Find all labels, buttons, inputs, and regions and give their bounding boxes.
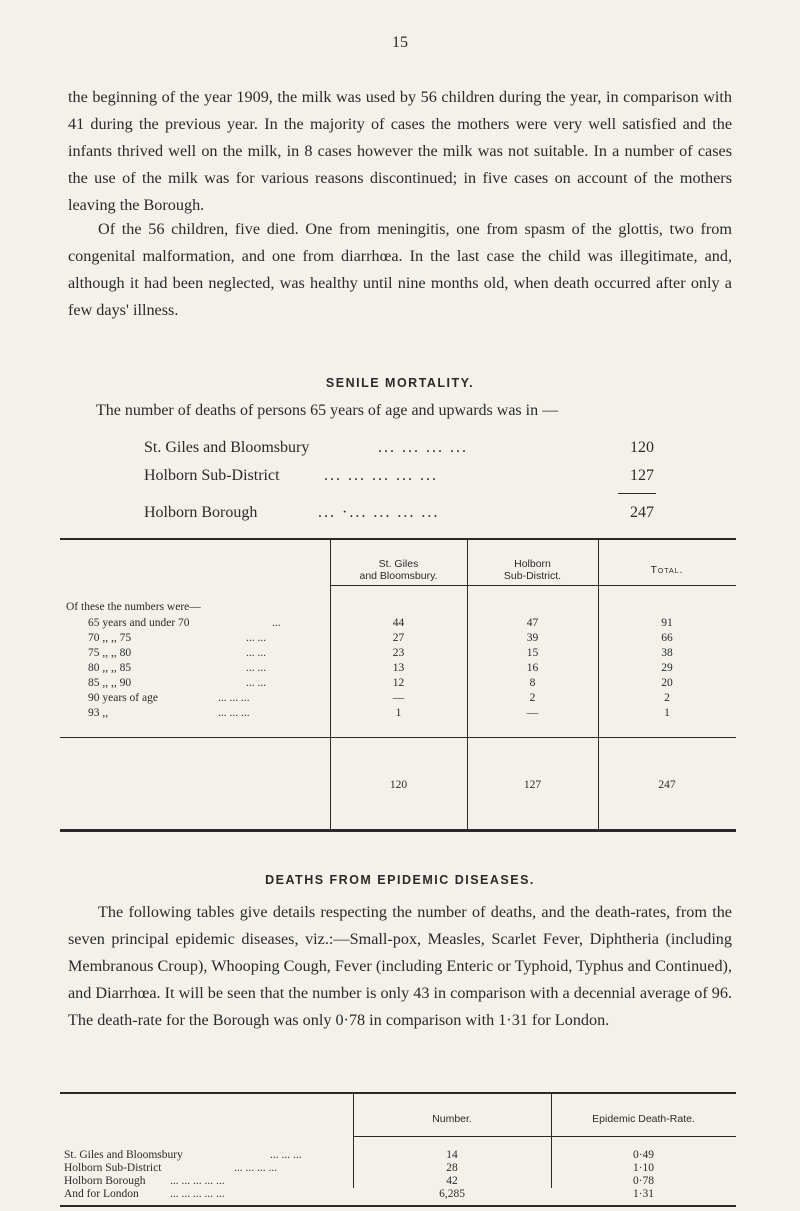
cell-holborn-sub: 2	[529, 692, 536, 704]
senile-line-label: St. Giles and Bloomsbury	[144, 439, 310, 456]
senile-line-dots: ... ... ... ... ...	[324, 467, 438, 484]
cell-rate: 1·10	[632, 1162, 655, 1174]
paragraph-milk: the beginning of the year 1909, the milk was used by 56 children during the year, in comparison with 41 during the previous year. In the majority of cases the mothers were very well satisfied and the infants thrived well on the milk, in 8 cases however the milk was not suitable. In a number of cases the use of the milk was for various reasons discontinued; in five cases on account of the mothers leaving the Borough.	[68, 88, 732, 214]
row-dots: ... ... ...	[218, 707, 250, 719]
cell-total: 66	[661, 632, 673, 644]
cell-st-giles: 27	[392, 632, 405, 644]
header-st-giles: St. Giles and Bloomsbury.	[359, 558, 438, 582]
cell-rate: 1·31	[632, 1188, 655, 1200]
row-dots: ... ...	[246, 647, 267, 659]
cell-number: 6,285	[439, 1188, 465, 1200]
row-dots: ... ... ... ... ...	[170, 1175, 225, 1187]
header-underline	[353, 1136, 551, 1137]
row-label: 65 years and under 70	[88, 617, 190, 629]
senile-line-label: Holborn Borough	[144, 504, 258, 521]
row-dots: ... ...	[246, 677, 267, 689]
row-label: And for London	[64, 1188, 139, 1200]
totals-rule	[60, 737, 736, 738]
header-total: Total.	[650, 564, 684, 576]
sum-rule	[618, 493, 656, 494]
cell-holborn-sub: 15	[526, 647, 539, 659]
row-label: 93 ,,	[88, 707, 109, 719]
cell-total: 91	[661, 617, 673, 629]
row-label: 90 years of age	[88, 692, 158, 704]
cell-total: 1	[664, 707, 670, 719]
page-number: 15	[392, 34, 408, 51]
cell-st-giles: 23	[392, 647, 405, 659]
senile-line-value: 127	[630, 467, 654, 484]
senile-line-dots: ... ... ... ...	[378, 439, 468, 456]
row-dots: ... ... ...	[270, 1149, 302, 1161]
table-bottom-rule	[60, 1205, 736, 1207]
row-label: 70 ,, ,, 75	[88, 632, 132, 644]
cell-st-giles: —	[392, 692, 405, 704]
table-top-rule	[60, 538, 736, 540]
senile-mortality-heading: SENILE MORTALITY.	[325, 376, 475, 390]
total-holborn-sub: 127	[523, 779, 542, 791]
cell-holborn-sub: 39	[526, 632, 539, 644]
cell-st-giles: 13	[392, 662, 405, 674]
paragraph-children: Of the 56 children, five died. One from meningitis, one from spasm of the glottis, two from congenital malformation, and one from diarrhœa. In the last case the child was illegitimate, and, although it had been neglected, was healthy until nine months old, when death occurred after only a few days' illness.	[68, 220, 732, 319]
table-top-rule	[60, 1092, 736, 1094]
cell-holborn-sub: —	[526, 707, 539, 719]
cell-total: 29	[661, 662, 673, 674]
cell-number: 42	[446, 1175, 458, 1187]
cell-rate: 0·49	[632, 1149, 655, 1161]
row-dots: ... ... ... ... ...	[170, 1188, 225, 1200]
row-label: Holborn Borough	[64, 1175, 146, 1187]
row-label: 80 ,, ,, 85	[88, 662, 132, 674]
header-death-rate: Epidemic Death-Rate.	[592, 1113, 695, 1125]
header-holborn-sub: Holborn Sub-District.	[503, 558, 562, 582]
total-borough: 247	[658, 779, 676, 791]
header-underline	[467, 585, 598, 586]
senile-line-label: Holborn Sub-District	[144, 467, 280, 484]
total-st-giles: 120	[389, 779, 408, 791]
header-underline	[551, 1136, 736, 1137]
row-label: Holborn Sub-District	[64, 1162, 162, 1174]
epidemic-heading: DEATHS FROM EPIDEMIC DISEASES.	[265, 873, 535, 887]
table-caption: Of these the numbers were—	[66, 601, 201, 613]
cell-st-giles: 44	[392, 617, 405, 629]
cell-total: 20	[661, 677, 673, 689]
row-dots: ... ...	[246, 632, 267, 644]
cell-st-giles: 12	[392, 677, 405, 689]
senile-line-value: 120	[630, 439, 654, 456]
table-bottom-rule	[60, 829, 736, 832]
cell-total: 38	[661, 647, 673, 659]
cell-rate: 0·78	[632, 1175, 655, 1187]
senile-line-value: 247	[630, 504, 654, 521]
cell-st-giles: 1	[395, 707, 402, 719]
cell-number: 14	[446, 1149, 458, 1161]
header-number: Number.	[432, 1113, 472, 1125]
row-label: 85 ,, ,, 90	[88, 677, 132, 689]
cell-holborn-sub: 8	[529, 677, 536, 689]
row-dots: ...	[272, 617, 281, 629]
paragraph-epidemic: The following tables give details respecting the number of deaths, and the death-rates, from the seven principal epidemic diseases, viz.:—Small-pox, Measles, Scarlet Fever, Diphtheria (including Membranous Croup), Whooping Cough, Fever (including Enteric or Typhoid, Typhus and Continued), and Diarrhœa. It will be seen that the number is only 43 in comparison with a decennial average of 96. The death-rate for the Borough was only 0·78 in comparison with 1·31 for London.	[68, 903, 732, 1029]
cell-number: 28	[446, 1162, 458, 1174]
senile-intro: The number of deaths of persons 65 years of age and upwards was in —	[96, 402, 559, 419]
header-underline	[330, 585, 467, 586]
cell-total: 2	[664, 692, 670, 704]
row-label: 75 ,, ,, 80	[88, 647, 132, 659]
row-label: St. Giles and Bloomsbury	[64, 1149, 183, 1161]
header-underline	[598, 585, 736, 586]
row-dots: ... ... ... ...	[234, 1162, 278, 1174]
cell-holborn-sub: 47	[526, 617, 539, 629]
row-dots: ... ... ...	[218, 692, 250, 704]
senile-line-dots: ... ·... ... ... ...	[318, 504, 440, 521]
cell-holborn-sub: 16	[526, 662, 539, 674]
row-dots: ... ...	[246, 662, 267, 674]
